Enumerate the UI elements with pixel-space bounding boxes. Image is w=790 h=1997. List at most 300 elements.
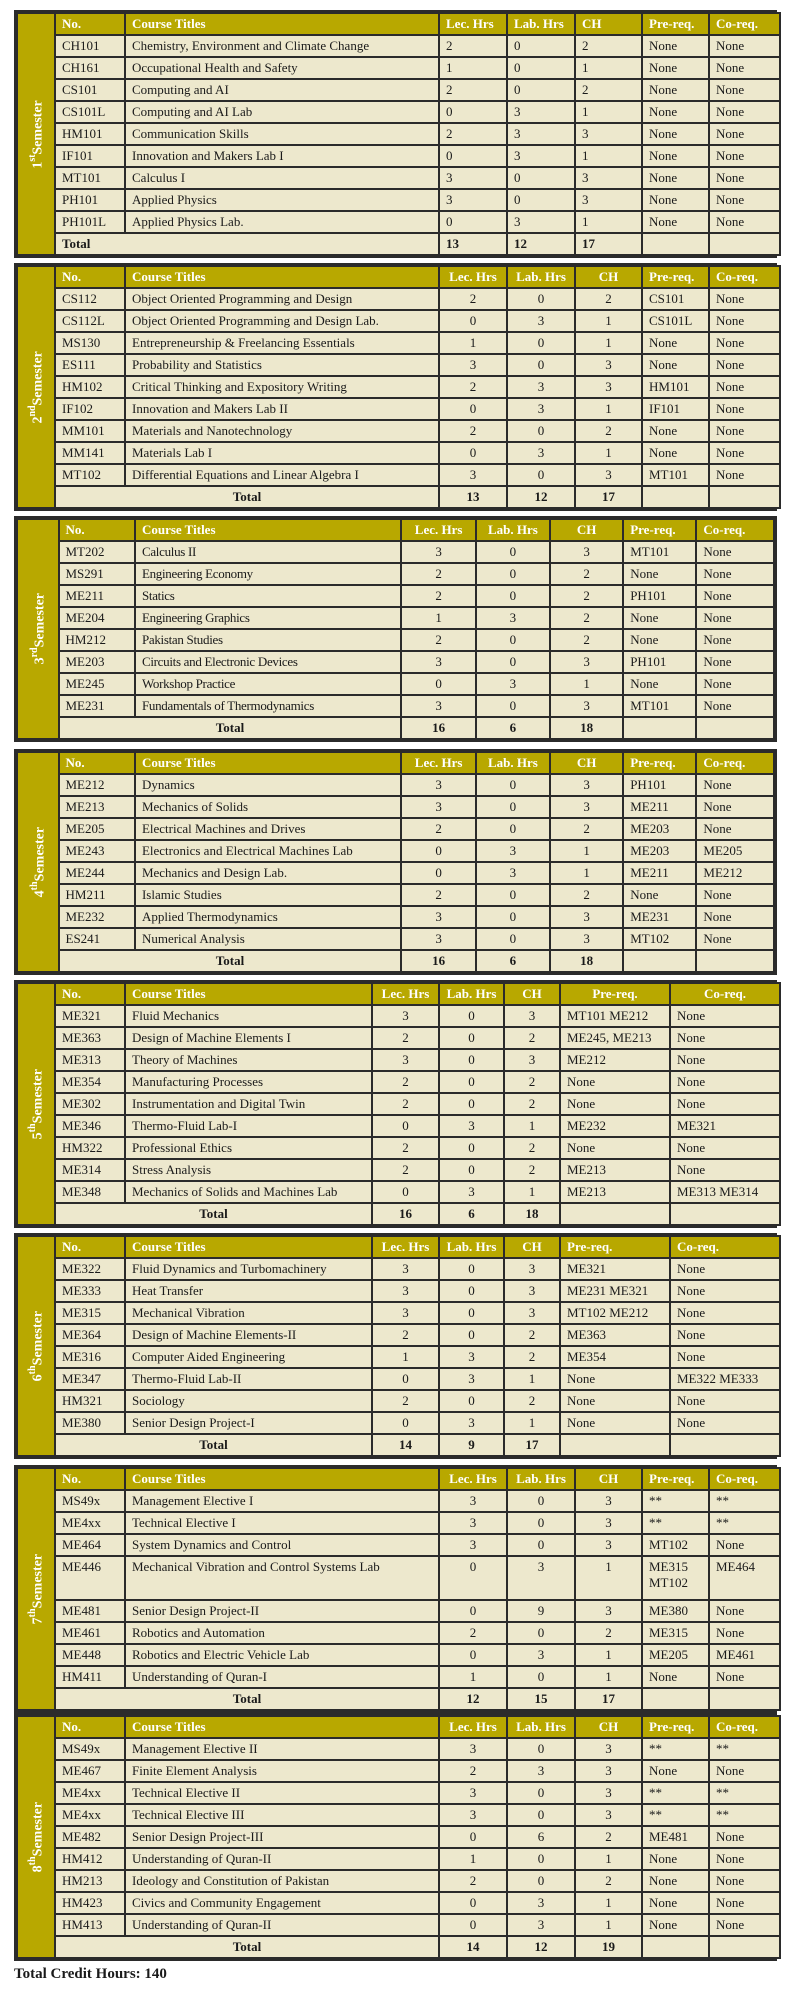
total-row [17,1434,780,1456]
course-lab: 3 [507,376,575,398]
course-no: ME481 [55,1600,125,1622]
course-row [17,563,774,585]
course-ch: 1 [504,1368,560,1390]
course-row [17,1027,780,1049]
semester-label-text [25,1069,47,1139]
course-title: Materials Lab I [125,442,439,464]
course-row [17,1512,780,1534]
course-co: None [709,101,780,123]
course-row [17,1181,780,1203]
course-pre: ** [642,1738,709,1760]
semester-7-table [14,1465,777,1713]
semester-label-text [25,1311,47,1381]
course-title: Mechanics and Design Lab. [135,862,402,884]
course-co: None [709,1914,780,1936]
course-ch: 3 [550,796,623,818]
course-lab: 3 [439,1412,504,1434]
course-lec: 1 [401,607,475,629]
total-lab: 12 [507,1936,575,1958]
course-row [17,464,780,486]
column-header-ch: CH [504,1236,560,1258]
course-co: None [670,1390,780,1412]
course-lab: 0 [439,1280,504,1302]
course-row [17,57,780,79]
column-header-no: No. [59,752,135,774]
course-co: None [696,607,774,629]
course-row [17,1666,780,1688]
course-row [17,1302,780,1324]
course-pre: ** [642,1804,709,1826]
column-header-co: Co-req. [709,266,780,288]
course-no: CS112 [55,288,125,310]
course-no: ME380 [55,1412,125,1434]
course-ch: 3 [504,1005,560,1027]
course-row [17,774,774,796]
semester-ordinal-suffix: th [27,1608,39,1618]
course-ch: 2 [575,1826,642,1848]
course-lec: 3 [439,1512,507,1534]
course-pre: MT102 [623,928,696,950]
total-label: Total [55,1434,372,1456]
total-lab: 12 [507,486,575,508]
course-row [17,1071,780,1093]
semester-label [17,519,59,739]
course-co: None [670,1412,780,1434]
course-ch: 1 [575,211,642,233]
column-header-lab: Lab. Hrs [476,519,550,541]
course-co: None [709,376,780,398]
course-lab: 3 [439,1346,504,1368]
course-ch: 3 [575,464,642,486]
course-lab: 0 [507,1622,575,1644]
course-title: Senior Design Project-II [125,1600,439,1622]
total-row [17,233,780,255]
course-title: Understanding of Quran-II [125,1848,439,1870]
course-no: ME347 [55,1368,125,1390]
course-no: ME243 [59,840,135,862]
course-ch: 1 [550,673,623,695]
course-row [17,1622,780,1644]
course-co: None [709,79,780,101]
course-pre: PH101 [623,774,696,796]
course-row [17,1870,780,1892]
course-no: ME364 [55,1324,125,1346]
course-ch: 1 [550,840,623,862]
course-co: None [670,1324,780,1346]
course-ch: 2 [550,884,623,906]
course-no: CH101 [55,35,125,57]
course-title: Computing and AI Lab [125,101,439,123]
course-pre: None [560,1412,670,1434]
course-no: HM413 [55,1914,125,1936]
course-no: ME448 [55,1644,125,1666]
course-co: None [670,1005,780,1027]
course-co: None [670,1137,780,1159]
column-header-ch: CH [504,983,560,1005]
course-lec: 0 [439,1600,507,1622]
column-header-co: Co-req. [670,983,780,1005]
course-lec: 0 [372,1412,439,1434]
course-no: CH161 [55,57,125,79]
total-lec: 13 [439,486,507,508]
course-pre: MT101 [642,464,709,486]
column-header-co: Co-req. [709,1716,780,1738]
course-row [17,1280,780,1302]
course-pre: None [642,35,709,57]
course-lab: 3 [507,1760,575,1782]
course-lab: 0 [507,1490,575,1512]
column-header-title: Course Titles [125,266,439,288]
column-header-title: Course Titles [125,13,439,35]
course-no: ME346 [55,1115,125,1137]
course-lab: 3 [476,840,550,862]
course-pre: ME211 [623,796,696,818]
course-lab: 0 [507,1804,575,1826]
course-ch: 3 [575,1804,642,1826]
course-no: HM102 [55,376,125,398]
total-ch: 18 [550,717,623,739]
course-title: System Dynamics and Control [125,1534,439,1556]
total-label: Total [59,717,402,739]
course-pre: None [642,354,709,376]
course-title: Probability and Statistics [125,354,439,376]
semester-number: 3 [32,657,48,665]
course-no: ME333 [55,1280,125,1302]
course-row [17,1600,780,1622]
column-header-no: No. [55,983,125,1005]
course-title: Senior Design Project-I [125,1412,372,1434]
total-row [17,1203,780,1225]
course-co: None [696,629,774,651]
course-ch: 3 [504,1258,560,1280]
total-empty-pre [642,486,709,508]
course-lab: 0 [507,464,575,486]
column-header-title: Course Titles [125,1236,372,1258]
course-title: Understanding of Quran-II [125,1914,439,1936]
course-ch: 3 [550,695,623,717]
course-row [17,420,780,442]
course-ch: 1 [550,862,623,884]
course-no: MS49x [55,1490,125,1512]
semester-label [17,1236,55,1456]
course-ch: 3 [575,1782,642,1804]
course-pre: ** [642,1512,709,1534]
course-lec: 3 [439,1534,507,1556]
course-no: ME467 [55,1760,125,1782]
course-lec: 3 [401,651,475,673]
course-row [17,928,774,950]
course-row [17,607,774,629]
course-no: ME321 [55,1005,125,1027]
course-pre: None [642,1914,709,1936]
course-pre: None [623,884,696,906]
total-empty-pre [560,1434,670,1456]
course-row [17,1782,780,1804]
course-title: Workshop Practice [135,673,402,695]
course-lec: 3 [439,1804,507,1826]
course-ch: 1 [504,1412,560,1434]
course-ch: 3 [504,1280,560,1302]
course-no: HM412 [55,1848,125,1870]
course-no: MM101 [55,420,125,442]
course-no: ME322 [55,1258,125,1280]
course-ch: 3 [575,1738,642,1760]
course-co: None [670,1071,780,1093]
course-pre: None [642,101,709,123]
course-lab: 0 [507,332,575,354]
header-row [17,983,780,1005]
semester-label-text [25,351,47,424]
course-co: None [696,695,774,717]
semester-number: 7 [30,1617,46,1625]
course-lab: 3 [507,398,575,420]
course-lab: 0 [476,818,550,840]
course-title: Understanding of Quran-I [125,1666,439,1688]
course-lec: 2 [372,1390,439,1412]
column-header-no: No. [55,266,125,288]
course-pre: ME231 [623,906,696,928]
column-header-lab: Lab. Hrs [439,1236,504,1258]
total-empty-co [670,1434,780,1456]
course-co: ** [709,1512,780,1534]
course-ch: 2 [575,1870,642,1892]
course-lab: 0 [439,1258,504,1280]
course-lec: 0 [439,1914,507,1936]
total-row [17,950,774,972]
course-lec: 3 [401,928,475,950]
column-header-no: No. [55,13,125,35]
course-lec: 0 [439,1826,507,1848]
column-header-title: Course Titles [125,1716,439,1738]
course-title: Electrical Machines and Drives [135,818,402,840]
course-row [17,442,780,464]
course-title: Technical Elective II [125,1782,439,1804]
course-lab: 0 [507,189,575,211]
course-pre: None [560,1093,670,1115]
course-row [17,123,780,145]
course-pre: None [642,123,709,145]
course-no: PH101L [55,211,125,233]
course-co: ME322 ME333 [670,1368,780,1390]
course-title: Technical Elective III [125,1804,439,1826]
course-row [17,585,774,607]
course-row [17,1258,780,1280]
course-row [17,862,774,884]
total-row [17,486,780,508]
course-lec: 2 [401,563,475,585]
course-co: None [709,288,780,310]
course-ch: 3 [550,651,623,673]
course-row [17,1390,780,1412]
course-no: ME482 [55,1826,125,1848]
course-co: None [709,332,780,354]
column-header-title: Course Titles [125,983,372,1005]
semester-number: 4 [32,890,48,898]
course-title: Computer Aided Engineering [125,1346,372,1368]
course-lab: 0 [439,1137,504,1159]
course-pre: None [642,1666,709,1688]
course-no: ME211 [59,585,135,607]
column-header-lab: Lab. Hrs [507,1716,575,1738]
course-co: ** [709,1804,780,1826]
course-pre: ** [642,1782,709,1804]
course-row [17,1644,780,1666]
course-lec: 0 [372,1115,439,1137]
course-co: ** [709,1738,780,1760]
course-lab: 3 [507,211,575,233]
course-pre: ME205 [642,1644,709,1666]
column-header-ch: CH [575,13,642,35]
course-pre: None [642,145,709,167]
total-empty-co [670,1203,780,1225]
course-row [17,101,780,123]
total-label: Total [55,1203,372,1225]
course-lab: 3 [507,101,575,123]
course-no: MS291 [59,563,135,585]
total-empty-co [696,950,774,972]
total-label: Total [55,486,439,508]
course-no: ME315 [55,1302,125,1324]
course-co: None [696,651,774,673]
course-title: Innovation and Makers Lab I [125,145,439,167]
course-no: HM101 [55,123,125,145]
course-pre: ME321 [560,1258,670,1280]
course-lec: 2 [401,585,475,607]
course-co: None [670,1159,780,1181]
course-row [17,1049,780,1071]
column-header-lab: Lab. Hrs [507,266,575,288]
course-ch: 2 [550,563,623,585]
semester-number: 1 [30,161,46,169]
course-row [17,1804,780,1826]
course-row [17,288,780,310]
course-row [17,211,780,233]
course-pre: None [642,1870,709,1892]
course-ch: 1 [575,145,642,167]
course-row [17,840,774,862]
course-ch: 2 [504,1027,560,1049]
total-lec: 13 [439,233,507,255]
course-lec: 2 [372,1324,439,1346]
course-lec: 0 [439,145,507,167]
course-co: None [696,774,774,796]
course-title: Applied Physics Lab. [125,211,439,233]
course-co: None [709,464,780,486]
course-title: Management Elective I [125,1490,439,1512]
total-ch: 18 [550,950,623,972]
semester-word: Semester [30,1553,46,1609]
course-lec: 3 [372,1005,439,1027]
course-ch: 2 [504,1159,560,1181]
course-ch: 3 [575,354,642,376]
course-no: CS112L [55,310,125,332]
course-lec: 2 [439,79,507,101]
course-lec: 2 [372,1137,439,1159]
course-no: ME354 [55,1071,125,1093]
course-pre: None [642,211,709,233]
course-lec: 2 [439,1760,507,1782]
course-row [17,1534,780,1556]
semester-ordinal-suffix: nd [27,405,39,417]
course-lab: 0 [439,1302,504,1324]
course-row [17,651,774,673]
course-ch: 2 [504,1071,560,1093]
course-title: Fluid Dynamics and Turbomachinery [125,1258,372,1280]
course-lec: 2 [439,420,507,442]
course-row [17,1346,780,1368]
course-lec: 2 [372,1071,439,1093]
column-header-lec: Lec. Hrs [401,752,475,774]
course-row [17,398,780,420]
total-empty-co [709,1936,780,1958]
course-lab: 3 [476,673,550,695]
column-header-lab: Lab. Hrs [439,983,504,1005]
total-lab: 6 [476,950,550,972]
course-pre: HM101 [642,376,709,398]
course-title: Electronics and Electrical Machines Lab [135,840,402,862]
total-ch: 18 [504,1203,560,1225]
course-ch: 2 [550,585,623,607]
course-row [17,1556,780,1600]
course-title: Circuits and Electronic Devices [135,651,402,673]
course-row [17,673,774,695]
course-pre: None [623,629,696,651]
course-ch: 3 [550,774,623,796]
course-lab: 3 [507,123,575,145]
course-title: Mechanical Vibration and Control Systems Lab [125,1556,439,1600]
course-lab: 0 [476,563,550,585]
course-no: ME363 [55,1027,125,1049]
total-lec: 14 [439,1936,507,1958]
course-no: IF101 [55,145,125,167]
column-header-pre: Pre-req. [560,983,670,1005]
semester-word: Semester [30,1801,46,1857]
course-lab: 3 [507,1892,575,1914]
course-title: Engineering Economy [135,563,402,585]
course-title: Ideology and Constitution of Pakistan [125,1870,439,1892]
course-row [17,1159,780,1181]
course-ch: 1 [575,1848,642,1870]
course-co: None [709,420,780,442]
course-lec: 0 [439,310,507,332]
semester-number: 2 [30,416,46,424]
course-lec: 3 [439,464,507,486]
column-header-pre: Pre-req. [642,1468,709,1490]
semester-word: Semester [32,593,48,648]
total-label: Total [59,950,402,972]
course-co: None [696,541,774,563]
course-title: Robotics and Automation [125,1622,439,1644]
course-row [17,695,774,717]
column-header-lab: Lab. Hrs [507,13,575,35]
course-ch: 1 [575,1556,642,1600]
course-pre: ME363 [560,1324,670,1346]
course-lec: 1 [439,332,507,354]
course-no: HM213 [55,1870,125,1892]
course-pre: MT101 [623,695,696,717]
course-lec: 3 [439,189,507,211]
course-title: Instrumentation and Digital Twin [125,1093,372,1115]
semester-label-text [25,100,47,169]
course-pre: PH101 [623,651,696,673]
course-co: None [709,1600,780,1622]
column-header-co: Co-req. [696,519,774,541]
course-row [17,1490,780,1512]
course-lab: 0 [507,1534,575,1556]
course-pre: ME380 [642,1600,709,1622]
course-lab: 0 [507,1512,575,1534]
semester-label [17,13,55,255]
